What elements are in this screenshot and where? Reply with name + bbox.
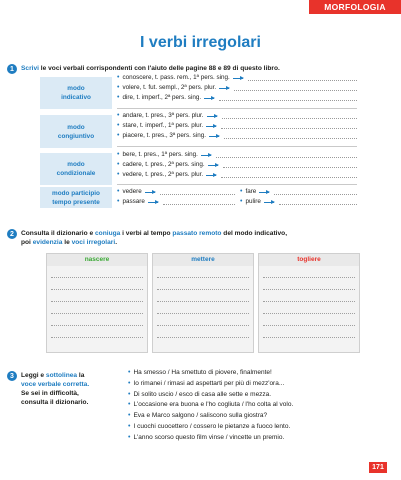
divider <box>117 108 357 109</box>
exercise-2-number: 2 <box>7 229 17 239</box>
list-item: • piacere, t. pres., 3ª pers. sing. <box>117 131 357 141</box>
answer-line[interactable] <box>222 113 357 119</box>
list-item: • bere, t. pres., 1ª pers. sing. <box>117 150 357 160</box>
mode-label: modo <box>67 85 85 92</box>
page-number: 171 <box>369 462 387 473</box>
answer-line[interactable] <box>157 337 249 338</box>
mode-label: modo <box>67 123 85 131</box>
list-item: • stare, t. imperf., 1ª pers. plur. <box>117 121 357 131</box>
answer-line[interactable] <box>221 123 357 129</box>
answer-line[interactable] <box>157 301 249 302</box>
arrow-icon <box>208 165 218 166</box>
item-text: andare, t. pres., 3ª pers. plur. <box>122 112 204 119</box>
answer-line[interactable] <box>263 301 355 302</box>
instruction-keyword: passato remoto <box>172 230 222 237</box>
arrow-icon <box>206 175 216 176</box>
answer-line[interactable] <box>263 289 355 290</box>
column-header: togliere <box>259 254 359 266</box>
list-item: • pulire <box>240 197 357 207</box>
answer-line[interactable] <box>157 313 249 314</box>
sentence-text[interactable]: Eva e Marco salgono / saliscono sulla giostra? <box>133 412 268 420</box>
list-item[interactable]: • I cuochi cuocettero / cossero le pietanze a fuoco lento. <box>128 422 291 430</box>
answer-line[interactable] <box>263 277 355 278</box>
answer-line[interactable] <box>51 325 143 326</box>
answer-line[interactable] <box>234 85 357 91</box>
arrow-icon <box>219 88 229 89</box>
item-text: dire, t. imperf., 2ª pers. sing. <box>122 94 202 101</box>
list-item: • vedere, t. pres., 2ª pers. plur. <box>117 170 357 180</box>
instruction-text: del modo indicativo, <box>221 230 288 237</box>
sentence-text[interactable]: I cuochi cuocettero / cossero le pietanze a fuoco lento. <box>133 422 291 430</box>
list-item[interactable]: • Eva e Marco salgono / saliscono sulla giostra? <box>128 412 268 420</box>
mode-label: tempo presente <box>52 198 100 206</box>
instruction-text: la <box>77 372 85 379</box>
instruction-text: consulta il dizionario. <box>21 399 89 406</box>
answer-line[interactable] <box>157 289 249 290</box>
divider <box>117 146 357 147</box>
exercise-2-instruction <box>21 229 391 247</box>
mode-box-condizionale <box>40 153 112 185</box>
mode-box-congiuntivo <box>40 115 112 148</box>
group-condizionale <box>117 150 357 180</box>
arrow-icon <box>145 192 155 193</box>
answer-line[interactable] <box>216 152 357 158</box>
group-indicativo <box>117 73 357 103</box>
arrow-icon <box>259 192 269 193</box>
instruction-text: Se sei in difficoltà, <box>21 390 79 397</box>
instruction-keyword: voci irregolari <box>71 239 116 246</box>
mode-box-indicativo <box>40 77 112 109</box>
sentence-text[interactable]: Di solito uscio / esco di casa alle sette e mezza. <box>133 390 272 398</box>
group-congiuntivo <box>117 111 357 141</box>
answer-line[interactable] <box>274 189 357 195</box>
mode-label: modo participio <box>52 189 100 197</box>
list-item: • passare <box>117 197 235 207</box>
item-text: bere, t. pres., 1ª pers. sing. <box>122 151 198 158</box>
answer-line[interactable] <box>263 337 355 338</box>
instruction-keyword: voce verbale corretta. <box>21 381 90 388</box>
instruction-text: le <box>62 239 72 246</box>
page-title: I verbi irregolari <box>140 34 261 51</box>
section-tag: MORFOLOGIA <box>309 0 401 14</box>
item-text: pulire <box>245 198 261 205</box>
answer-line[interactable] <box>157 277 249 278</box>
list-item: • conoscere, t. pass. rem., 1ª pers. sing. <box>117 73 357 83</box>
instruction-keyword: sottolinea <box>45 372 78 379</box>
instruction-keyword: Scrivi <box>21 65 39 72</box>
verb-column-mettere <box>152 253 254 353</box>
mode-label: indicativo <box>61 94 91 101</box>
answer-line[interactable] <box>279 199 357 205</box>
instruction-text: i verbi al tempo <box>120 230 173 237</box>
column-header: mettere <box>153 254 253 266</box>
item-text: fare <box>245 188 257 195</box>
arrow-icon <box>201 155 211 156</box>
mode-label: congiuntivo <box>57 132 95 140</box>
list-item[interactable]: • Ha smesso / Ha smettuto di piovere, finalmente! <box>128 369 272 376</box>
instruction-text: Leggi e <box>21 372 46 379</box>
instruction-keyword: coniuga <box>95 230 121 237</box>
answer-line[interactable] <box>51 313 143 314</box>
arrow-icon <box>264 202 274 203</box>
arrow-icon <box>206 126 216 127</box>
arrow-icon <box>209 136 219 137</box>
answer-line[interactable] <box>51 337 143 338</box>
sentence-text[interactable]: Io rimanei / rimasi ad aspettarti per più di mezz'ora... <box>133 379 285 387</box>
item-text: piacere, t. pres., 3ª pers. sing. <box>122 132 206 139</box>
instruction-text: le voci verbali corrispondenti con l'aiuto delle pagine 88 e 89 di questo libro. <box>38 65 280 72</box>
item-text: vedere, t. pres., 2ª pers. plur. <box>122 171 204 178</box>
sentence-list <box>128 368 393 444</box>
verb-column-nascere <box>46 253 148 353</box>
list-item: • fare <box>240 187 357 197</box>
arrow-icon <box>148 202 158 203</box>
list-item[interactable]: • L'occasione era buona e l'ho cogliuta / l'ho colta al volo. <box>128 401 294 409</box>
answer-line[interactable] <box>163 199 235 205</box>
exercise-1-number: 1 <box>7 64 17 74</box>
exercise-3-instruction <box>21 371 121 407</box>
list-item: • andare, t. pres., 3ª pers. plur. <box>117 111 357 121</box>
arrow-icon <box>207 116 217 117</box>
arrow-icon <box>204 98 214 99</box>
answer-line[interactable] <box>160 189 235 195</box>
sentence-text[interactable]: L'anno scorso questo film vinse / vincette un premio. <box>133 433 285 441</box>
divider <box>117 184 357 185</box>
answer-line[interactable] <box>223 162 357 168</box>
arrow-icon <box>233 78 243 79</box>
exercise-1-instruction <box>21 64 280 73</box>
list-item: • cadere, t. pres., 2ª pers. sing. <box>117 160 357 170</box>
list-item[interactable]: • L'anno scorso questo film vinse / vincette un premio. <box>128 433 285 441</box>
item-text: vedere <box>122 188 142 195</box>
item-text: cadere, t. pres., 2ª pers. sing. <box>122 161 205 168</box>
sentence-text[interactable]: Ha smesso / Ha smettuto di piovere, finalmente! <box>133 369 272 376</box>
list-item: • dire, t. imperf., 2ª pers. sing. <box>117 93 357 103</box>
instruction-keyword: evidenzia <box>32 239 63 246</box>
item-text: conoscere, t. pass. rem., 1ª pers. sing. <box>122 74 230 81</box>
list-item: • volere, t. fut. sempl., 2ª pers. plur. <box>117 83 357 93</box>
item-text: stare, t. imperf., 1ª pers. plur. <box>122 122 204 129</box>
answer-line[interactable] <box>51 277 143 278</box>
mode-label: modo <box>67 161 85 168</box>
list-item: • vedere <box>117 187 235 197</box>
answer-line[interactable] <box>51 289 143 290</box>
item-text: passare <box>122 198 145 205</box>
instruction-text: poi <box>21 239 33 246</box>
answer-line[interactable] <box>51 301 143 302</box>
answer-line[interactable] <box>263 325 355 326</box>
list-item[interactable]: • Di solito uscio / esco di casa alle sette e mezza. <box>128 390 272 398</box>
mode-label: condizionale <box>56 170 96 177</box>
instruction-text: Consulta il dizionario e <box>21 230 96 237</box>
answer-line[interactable] <box>219 95 357 101</box>
group-participio-left <box>117 187 235 207</box>
answer-line[interactable] <box>157 325 249 326</box>
group-participio-right <box>240 187 357 207</box>
verb-column-togliere <box>258 253 360 353</box>
answer-line[interactable] <box>224 133 357 139</box>
answer-line[interactable] <box>263 313 355 314</box>
sentence-text[interactable]: L'occasione era buona e l'ho cogliuta / l'ho colta al volo. <box>133 401 294 409</box>
instruction-text: . <box>115 239 118 246</box>
mode-box-participio <box>40 187 112 208</box>
answer-line[interactable] <box>248 75 357 81</box>
answer-line[interactable] <box>221 172 357 178</box>
column-header: nascere <box>47 254 147 266</box>
list-item[interactable]: • Io rimanei / rimasi ad aspettarti per più di mezz'ora... <box>128 379 285 387</box>
exercise-3-number: 3 <box>7 371 17 381</box>
item-text: volere, t. fut. sempl., 2ª pers. plur. <box>122 84 217 91</box>
